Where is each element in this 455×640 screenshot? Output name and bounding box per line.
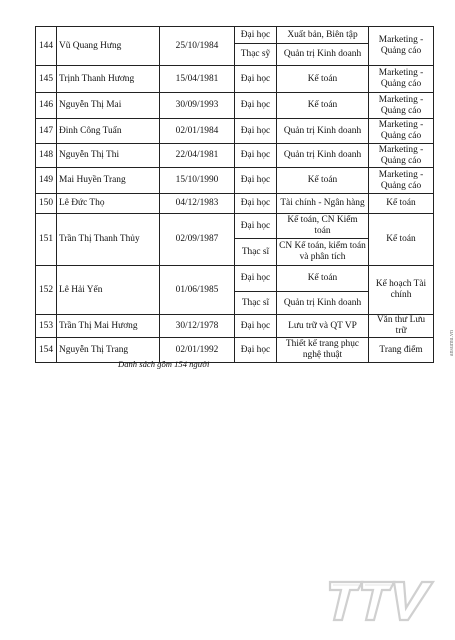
candidate-table-body bbox=[36, 27, 434, 363]
birth-date-cell: 01/06/1985 bbox=[160, 266, 235, 315]
row-number-cell: 145 bbox=[36, 66, 57, 93]
full-name-cell: Trần Thị Thanh Thủy bbox=[57, 214, 160, 266]
major-cell: Kế toán bbox=[277, 93, 369, 119]
full-name-cell: Vũ Quang Hưng bbox=[57, 27, 160, 66]
birth-date-cell: 15/04/1981 bbox=[160, 66, 235, 93]
table-row bbox=[36, 214, 434, 239]
list-total-note: Danh sách gồm 154 người bbox=[118, 359, 210, 369]
birth-date-cell: 02/01/1984 bbox=[160, 119, 235, 144]
row-number-cell: 153 bbox=[36, 315, 57, 338]
full-name-cell: Trịnh Thanh Hương bbox=[57, 66, 160, 93]
position-cell: Văn thư Lưu trữ bbox=[369, 315, 434, 338]
position-cell: Kế toán bbox=[369, 194, 434, 214]
row-number-cell: 151 bbox=[36, 214, 57, 266]
degree-level-cell: Đại học bbox=[235, 93, 277, 119]
birth-date-cell: 25/10/1984 bbox=[160, 27, 235, 66]
row-number-cell: 150 bbox=[36, 194, 57, 214]
birth-date-cell: 22/04/1981 bbox=[160, 144, 235, 168]
major-cell: Xuất bản, Biên tập bbox=[277, 27, 369, 44]
major-cell: Kế toán bbox=[277, 168, 369, 194]
row-number-cell: 147 bbox=[36, 119, 57, 144]
full-name-cell: Đinh Công Tuấn bbox=[57, 119, 160, 144]
full-name-cell: Nguyễn Thị Thi bbox=[57, 144, 160, 168]
birth-date-cell: 02/01/1992 bbox=[160, 338, 235, 363]
birth-date-cell: 02/09/1987 bbox=[160, 214, 235, 266]
row-number-cell: 146 bbox=[36, 93, 57, 119]
degree-level-cell: Đại học bbox=[235, 338, 277, 363]
full-name-cell: Nguyễn Thị Mai bbox=[57, 93, 160, 119]
row-number-cell: 149 bbox=[36, 168, 57, 194]
degree-level-cell: Đại học bbox=[235, 315, 277, 338]
degree-level-cell: Đại học bbox=[235, 27, 277, 44]
full-name-cell: Nguyễn Thị Trang bbox=[57, 338, 160, 363]
degree-level-cell: Thạc sỹ bbox=[235, 44, 277, 66]
major-cell: Tài chính - Ngân hàng bbox=[277, 194, 369, 214]
full-name-cell: Trần Thị Mai Hương bbox=[57, 315, 160, 338]
table-row bbox=[36, 66, 434, 93]
table-row bbox=[36, 27, 434, 44]
table-row bbox=[36, 144, 434, 168]
table-row bbox=[36, 119, 434, 144]
position-cell: Marketing - Quảng cáo bbox=[369, 66, 434, 93]
major-cell: Quản trị Kinh doanh bbox=[277, 292, 369, 315]
degree-level-cell: Đại học bbox=[235, 66, 277, 93]
position-cell: Marketing - Quảng cáo bbox=[369, 168, 434, 194]
degree-level-cell: Thạc sĩ bbox=[235, 239, 277, 266]
position-cell: Marketing - Quảng cáo bbox=[369, 119, 434, 144]
position-cell: Kế toán bbox=[369, 214, 434, 266]
position-cell: Trang điểm bbox=[369, 338, 434, 363]
table-row bbox=[36, 194, 434, 214]
position-cell: Kế hoạch Tài chính bbox=[369, 266, 434, 315]
major-cell: CN Kế toán, kiểm toán và phân tích bbox=[277, 239, 369, 266]
major-cell: Lưu trữ và QT VP bbox=[277, 315, 369, 338]
side-watermark: ansumu.vn bbox=[449, 330, 455, 357]
degree-level-cell: Đại học bbox=[235, 119, 277, 144]
table-row bbox=[36, 93, 434, 119]
major-cell: Kế toán, CN Kiểm toán bbox=[277, 214, 369, 239]
birth-date-cell: 30/12/1978 bbox=[160, 315, 235, 338]
birth-date-cell: 30/09/1993 bbox=[160, 93, 235, 119]
degree-level-cell: Đại học bbox=[235, 194, 277, 214]
degree-level-cell: Đại học bbox=[235, 214, 277, 239]
major-cell: Quản trị Kinh doanh bbox=[277, 44, 369, 66]
full-name-cell: Mai Huyền Trang bbox=[57, 168, 160, 194]
degree-level-cell: Đại học bbox=[235, 266, 277, 292]
degree-level-cell: Thạc sĩ bbox=[235, 292, 277, 315]
full-name-cell: Lê Hải Yến bbox=[57, 266, 160, 315]
position-cell: Marketing - Quảng cáo bbox=[369, 144, 434, 168]
position-cell: Marketing - Quảng cáo bbox=[369, 27, 434, 66]
major-cell: Kế toán bbox=[277, 66, 369, 93]
table-row bbox=[36, 266, 434, 292]
candidate-table bbox=[35, 26, 434, 363]
row-number-cell: 154 bbox=[36, 338, 57, 363]
major-cell: Quản trị Kinh doanh bbox=[277, 119, 369, 144]
full-name-cell: Lê Đức Thọ bbox=[57, 194, 160, 214]
degree-level-cell: Đại học bbox=[235, 168, 277, 194]
birth-date-cell: 04/12/1983 bbox=[160, 194, 235, 214]
birth-date-cell: 15/10/1990 bbox=[160, 168, 235, 194]
major-cell: Quản trị Kinh doanh bbox=[277, 144, 369, 168]
row-number-cell: 144 bbox=[36, 27, 57, 66]
row-number-cell: 148 bbox=[36, 144, 57, 168]
table-row bbox=[36, 168, 434, 194]
degree-level-cell: Đại học bbox=[235, 144, 277, 168]
table-row bbox=[36, 338, 434, 363]
major-cell: Kế toán bbox=[277, 266, 369, 292]
table-row bbox=[36, 315, 434, 338]
position-cell: Marketing - Quảng cáo bbox=[369, 93, 434, 119]
major-cell: Thiết kế trang phục nghệ thuật bbox=[277, 338, 369, 363]
row-number-cell: 152 bbox=[36, 266, 57, 315]
ttv-logo bbox=[328, 574, 436, 626]
